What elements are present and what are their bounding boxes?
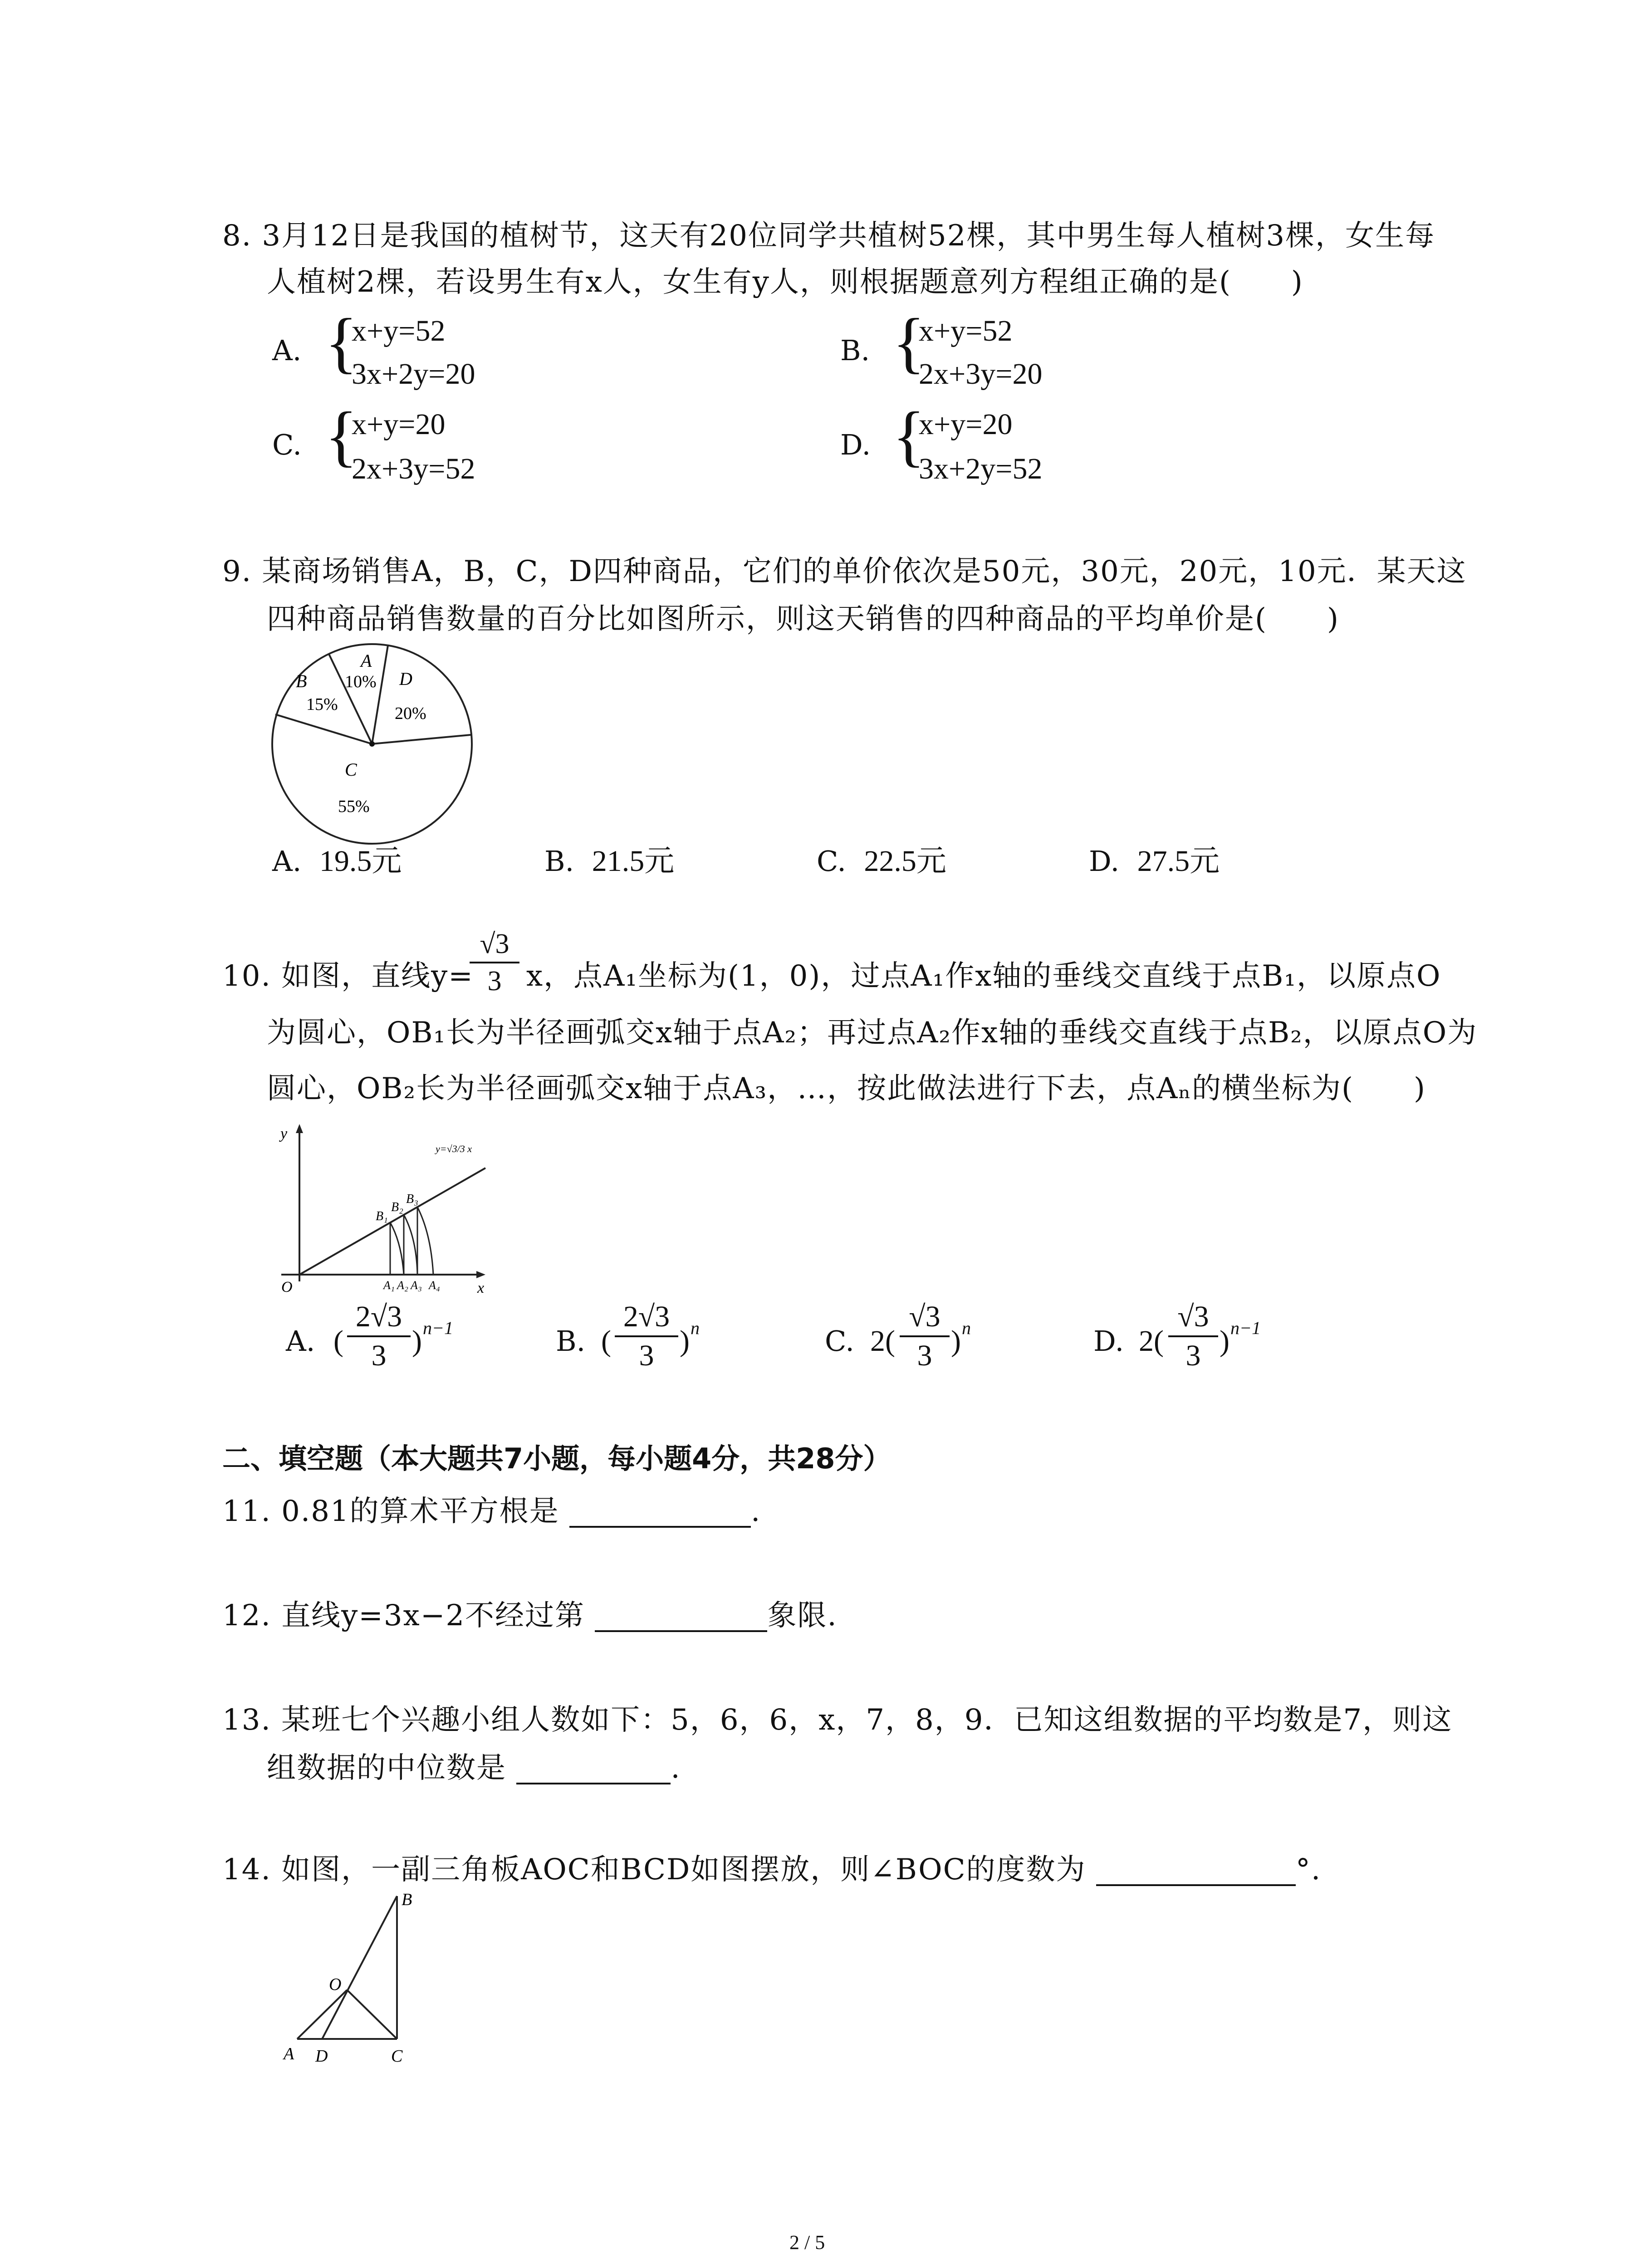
q8-option-d-eq2: 3x+2y=52 [919,452,1043,485]
pie-label-b: B [296,671,307,691]
pie-pct-c: 55% [338,797,370,816]
q10-option-a-fraction [347,1302,411,1371]
q9-option-c: C. 22.5元 [817,845,946,878]
b2-label: B₂ [391,1200,403,1214]
q10-fraction-bar [470,962,519,963]
q14-tail: °. [1295,1853,1322,1887]
q12-tail: 象限. [767,1599,838,1633]
q8-option-b-brace: { [892,305,925,380]
q11-text: 11. 0.81的算术平方根是 [222,1495,559,1528]
q10-option-a-post: ) [412,1325,422,1358]
q10-option-a-exp: n−1 [423,1318,453,1338]
q10-line3: 圆心，OB₂长为半径画弧交x轴于点A₃，…，按此做法进行下去，点Aₙ的横坐标为( ) [267,1072,1426,1105]
q11-tail: . [750,1495,761,1528]
q9-option-b: B. 21.5元 [544,845,675,878]
q10-option-d-exp: n−1 [1230,1318,1261,1338]
q8-option-c-brace: { [325,398,358,474]
q9-option-a: A. 19.5元 [272,845,402,878]
q14-answer-blank[interactable] [1096,1855,1296,1886]
q10-option-a-label: A. [286,1325,315,1358]
a4-label: A₄ [429,1279,440,1292]
q10-option-d-num: √3 [1177,1300,1209,1333]
a1-label: A₁ [383,1279,395,1292]
q10-option-c-exp: n [962,1318,971,1338]
q8-option-b-eq1: x+y=52 [919,314,1013,347]
q11 [222,1497,761,1528]
line-label: y=√3/3 x [436,1143,472,1154]
q10-line1-end: x，点A₁坐标为(1，0)，过点A₁作x轴的垂线交直线于点B₁，以原点O [526,959,1441,993]
pie-label-c: C [345,759,357,780]
q13-line1: 13. 某班七个兴趣小组人数如下：5，6，6，x，7，8，9．已知这组数据的平均数是7，则这 [222,1703,1453,1737]
q10-option-d-bar [1168,1335,1218,1337]
segment-oc [347,1990,397,2039]
q13-line2 [267,1751,681,1785]
q10-option-d-fraction [1168,1302,1218,1371]
origin-label: O [281,1279,293,1295]
pie-pct-b: 15% [306,695,338,714]
q8-option-d-brace: { [892,398,925,474]
q8-option-b-label: B. [840,334,870,367]
q10-option-b-den: 3 [639,1339,654,1372]
q10-option-b-label: B. [556,1325,586,1358]
q8-option-d-label: D. [840,428,871,461]
q8-option-a-brace: { [325,305,358,380]
q9-pie-chart [263,635,481,853]
q10-option-b-exp: n [691,1318,700,1338]
q10-option-d-label: D. [1093,1325,1124,1358]
segment-ao [297,1990,347,2039]
section-2-title: 二、填空题（本大题共7小题，每小题4分，共28分） [222,1442,892,1475]
q8-option-a-eq1: x+y=52 [352,314,446,347]
q11-answer-blank[interactable] [569,1497,751,1528]
x-axis-arrow [476,1271,485,1278]
q8-option-c-eq2: 2x+3y=52 [352,452,475,485]
q10-line1-start: 10. 如图，直线y= [222,959,474,993]
q9-line2: 四种商品销售数量的百分比如图所示，则这天销售的四种商品的平均单价是( ) [267,602,1339,636]
q10-figure [272,1120,508,1297]
pie-center [369,741,375,747]
y-axis-arrow [296,1124,303,1133]
label-b: B [402,1890,412,1909]
q10-option-b-bar [615,1335,678,1337]
q13-line2-text: 组数据的中位数是 [267,1751,506,1785]
page-number: 2 / 5 [789,2231,825,2253]
q10-option-c-pre: 2( [870,1325,895,1358]
arc-3 [417,1207,433,1275]
q10-slope-fraction [470,930,519,995]
y-axis-label: y [280,1125,288,1142]
pie-label-a: A [361,650,372,671]
q12-answer-blank[interactable] [595,1601,767,1632]
a3-label: A₃ [411,1279,422,1292]
label-d: D [315,2047,328,2066]
q10-option-c-fraction [900,1302,950,1371]
q8-option-c-eq1: x+y=20 [352,408,446,441]
q8-option-c-label: C. [272,428,302,461]
q13-answer-blank[interactable] [516,1754,671,1784]
q8-option-b-eq2: 2x+3y=20 [919,357,1043,391]
label-a: A [284,2044,294,2063]
q10-option-a-bar [347,1335,411,1337]
pie-pct-a: 10% [345,672,377,691]
pie-pct-d: 20% [395,704,426,723]
q10-option-c-den: 3 [917,1339,932,1372]
q12-text: 12. 直线y=3x−2不经过第 [222,1599,585,1633]
q14-text: 14. 如图，一副三角板AOC和BCD如图摆放，则∠BOC的度数为 [222,1853,1086,1887]
q9-line1: 9. 某商场销售A，B，C，D四种商品，它们的单价依次是50元，30元，20元，10元．某天这 [222,555,1467,588]
b3-label: B₃ [406,1192,418,1206]
q10-option-b-fraction [615,1302,678,1371]
q10-option-c-bar [900,1335,950,1337]
q8-line2: 人植树2棵，若设男生有x人，女生有y人，则根据题意列方程组正确的是( ) [267,265,1303,299]
pie-label-d: D [399,669,412,689]
x-axis-label: x [477,1280,485,1296]
pie-radius-b-c [275,714,372,744]
q10-option-c-label: C. [825,1325,854,1358]
q14 [222,1855,1321,1886]
q8-line1: 8. 3月12日是我国的植树节，这天有20位同学共植树52棵，其中男生每人植树3棵，女生每 [222,219,1435,253]
q10-option-d-post: ) [1220,1325,1230,1358]
q10-option-c-post: ) [951,1325,961,1358]
q10-option-a-den: 3 [371,1339,387,1372]
q10-option-a-num: 2√3 [355,1300,402,1333]
arc-2 [404,1215,417,1275]
q10-slope-numerator: √3 [480,929,509,959]
pie-radius-c-d [372,735,471,744]
arc-1 [390,1222,404,1275]
q14-figure [272,1889,436,2071]
q13-tail: . [671,1751,681,1785]
q8-option-d-eq1: x+y=20 [919,408,1013,441]
label-c: C [391,2047,403,2066]
q9-option-d: D. 27.5元 [1089,845,1220,878]
q8-option-a-eq2: 3x+2y=20 [352,357,475,391]
q10-option-d-pre: 2( [1139,1325,1164,1358]
q10-option-c-num: √3 [909,1300,941,1333]
line-y [299,1168,485,1275]
a2-label: A₂ [397,1279,408,1292]
q10-option-d-den: 3 [1185,1339,1201,1372]
segment-bd [322,1896,397,2039]
q10-option-b-post: ) [680,1325,690,1358]
q8-option-a-label: A. [272,334,302,367]
q10-option-a-pre: ( [333,1325,343,1358]
q10-option-b-pre: ( [601,1325,611,1358]
pie-radius-a-d [372,645,388,744]
label-o: O [329,1975,342,1994]
q10-option-b-num: 2√3 [623,1300,670,1333]
q10-slope-denominator: 3 [487,966,502,997]
q12 [222,1601,838,1632]
q10-line2: 为圆心，OB₁长为半径画弧交x轴于点A₂；再过点A₂作x轴的垂线交直线于点B₂，以原点O为 [267,1016,1478,1050]
b1-label: B₁ [376,1209,388,1223]
